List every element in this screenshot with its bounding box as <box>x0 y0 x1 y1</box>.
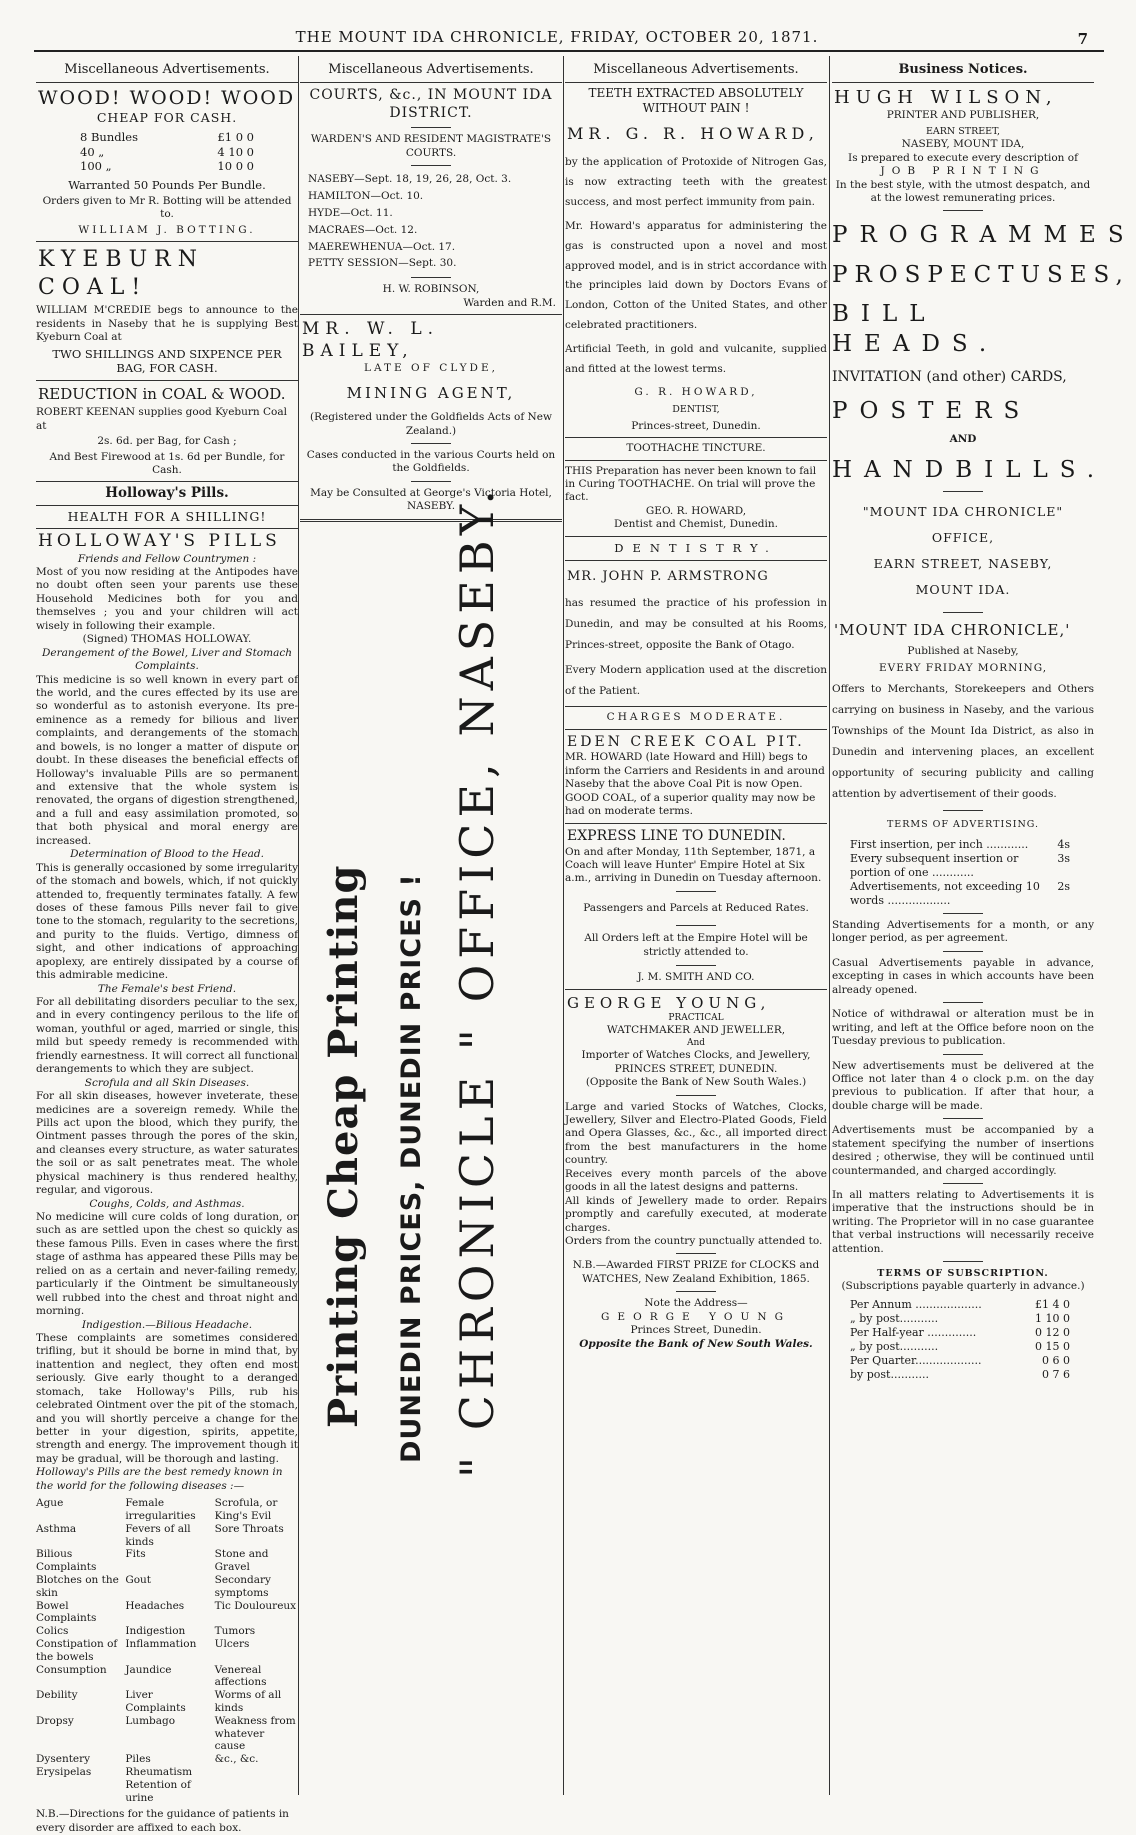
rate-row <box>832 1312 1094 1326</box>
office-line: OFFICE, <box>931 530 995 546</box>
divider <box>676 891 716 892</box>
divider <box>676 1095 716 1096</box>
holloway-section-body: No medicine will cure colds of long duration, or such as are settled upon the chest so quickly as these famous Pills. Even in cases where the first stage of asthma has appeared these Pills may be relied on as a certain and never-failing remedy, particularly if the Ointment be simultaneously well rubbed into the chest and throat night and morning. <box>36 1211 298 1318</box>
terms-paragraph: Advertisements must be accompanied by a statement specifying the number of insertions desired ; otherwise, they will be continued until countermanded, and charged accordingly. <box>832 1124 1094 1177</box>
divider <box>411 443 451 444</box>
young-title: GEORGE YOUNG, <box>567 993 771 1012</box>
office-line: EARN STREET, NASEBY, <box>873 556 1053 572</box>
column-heading: Miscellaneous Advertisements. <box>565 60 827 83</box>
bailey-registration: (Registered under the Goldfields Acts of New Zealand.) <box>310 411 552 437</box>
terms-paragraph: Casual Advertisements payable in advance, excepting in cases in which accounts have been already opened. <box>832 956 1094 996</box>
disease-item: Dropsy <box>36 1714 74 1727</box>
holloway-section-title: Indigestion.—Bilious Headache. <box>81 1318 253 1331</box>
wood-note: Orders given to Mr R. Botting will be attended to. <box>42 194 292 221</box>
disease-list <box>36 1497 298 1804</box>
disease-item: Debility <box>36 1689 78 1702</box>
young-body: All kinds of Jewellery made to order. Repairs promptly and carefully executed, at moderate charges. <box>565 1194 827 1234</box>
rate-label: Per Quarter................... <box>850 1354 982 1368</box>
disease-item: Blotches on the skin <box>36 1573 119 1599</box>
masthead-title: THE MOUNT IDA CHRONICLE, FRIDAY, OCTOBER 20, 1871. <box>295 28 819 46</box>
price-row <box>36 145 298 160</box>
divider <box>411 127 451 128</box>
court-date: NASEBY—Sept. 18, 19, 26, 28, Oct. 3. <box>308 173 512 186</box>
bailey-body: Cases conducted in the various Courts held on the Goldfields. <box>306 448 556 475</box>
divider <box>943 1183 983 1184</box>
service-invitation-cards: INVITATION (and other) CARDS, <box>832 369 1067 386</box>
disease-item <box>215 1766 298 1779</box>
holloway-section-title: Holloway's Pills are the best remedy known in the world for the following diseases :— <box>36 1466 283 1492</box>
wilson-body: In the best style, with the utmost despatch, and at the lowest remunerating prices. <box>835 178 1091 204</box>
holloway-section-body: For all skin diseases, however inveterate, these medicines are a sovereign remedy. While the Pills act upon the blood, which they purify, the Ointment passes through the pores of the skin, and cleanses every structure, as water saturates the soil or as salt penetrates meat. The whole physical machinery is thus rendered healthy, regular, and vigorous. <box>36 1090 298 1197</box>
express-body: All Orders left at the Empire Hotel will be strictly attended to. <box>584 932 808 958</box>
top-rule <box>34 50 1104 52</box>
column-divider <box>563 56 564 1795</box>
disease-item: Lumbago <box>125 1714 176 1727</box>
banner-line: " CHRONICLE " OFFICE, NASEBY. <box>450 483 504 1478</box>
column-3 <box>565 60 827 1795</box>
disease-item: Ague <box>36 1497 64 1510</box>
holloway-signature: (Signed) THOMAS HOLLOWAY. <box>82 633 252 646</box>
subscription-heading: TERMS OF SUBSCRIPTION. <box>877 1268 1049 1280</box>
dentistry-body: has resumed the practice of his profession in Dunedin, and may be consulted at his Rooms, Princes-street, opposite the Bank of Otago. <box>565 597 827 652</box>
divider <box>943 951 983 952</box>
disease-item: Constipation of the bowels <box>36 1637 118 1663</box>
disease-item: Ulcers <box>214 1637 250 1650</box>
disease-item: Erysipelas <box>36 1765 92 1778</box>
disease-item <box>215 1779 298 1805</box>
divider <box>676 925 716 926</box>
dentistry-heading: DENTISTRY. <box>614 540 778 555</box>
holloway-section-body: This medicine is so well known in every part of the world, and the cures effected by its use are so wonderful as to astonish everyone. Its pre-eminence as a remedy for bilious and liver complaints, and derangements of the stomach and bowels, is no longer a matter of dispute or doubt. In these diseases the beneficial effects of Holloway's invaluable Pills are so permanent and extensive that the whole system is renovated, the organs of digestion strengthened, and a full and easy assimilation promoted, so that both physical and moral energy are increased. <box>36 673 298 847</box>
holloway-section-title: Coughs, Colds, and Asthmas. <box>89 1197 245 1210</box>
wood-price-list <box>36 130 298 174</box>
price-amount: £1 0 0 <box>217 129 254 144</box>
courts-signature-role: Warden and R.M. <box>463 296 556 309</box>
service-prospectuses: PROSPECTUSES, <box>832 261 1130 288</box>
young-signature: GEORGE YOUNG <box>601 1310 791 1323</box>
divider <box>565 706 827 707</box>
divider <box>300 314 562 315</box>
holloway-section-body: Most of you now residing at the Antipodes have no doubt often seen your parents use these Household Medicines both for you and themselves ; you and your children will act wisely in following their example. <box>36 566 298 632</box>
service-bill-heads: BILL HEADS. <box>832 301 999 357</box>
reduction-ad-body: ROBERT KEENAN supplies good Kyeburn Coal at <box>36 406 287 432</box>
column-heading: Miscellaneous Advertisements. <box>300 60 562 83</box>
disease-item: Sore Throats <box>214 1522 284 1535</box>
divider <box>943 612 983 613</box>
divider <box>565 437 827 438</box>
rate-label: by post........... <box>850 1368 929 1382</box>
dentistry-body: Every Modern application used at the discretion of the Patient. <box>565 664 827 698</box>
holloway-section-title: Derangement of the Bowel, Liver and Stomach Complaints. <box>42 646 292 673</box>
holloway-heading: Holloway's Pills. <box>36 481 298 506</box>
chronicle-line: EVERY FRIDAY MORNING, <box>878 662 1048 675</box>
courts-signature: H. W. ROBINSON, <box>382 283 480 296</box>
wilson-job: JOB PRINTING <box>880 165 1046 178</box>
holloway-section-body: For all debilitating disorders peculiar to the sex, and in every contingency perilous to the life of woman, youthful or aged, married or single, this mild but speedy remedy is recommended with friendly earnestness. It will correct all functional derangements to which they are subject. <box>36 996 298 1076</box>
price-row <box>36 159 298 174</box>
column-heading: Miscellaneous Advertisements. <box>36 60 298 83</box>
disease-item: Female irregularities <box>125 1497 196 1522</box>
bailey-title: MR. W. L. BAILEY, <box>302 318 440 361</box>
charges-moderate: CHARGES MODERATE. <box>606 711 786 724</box>
young-kicker: PRACTICAL <box>668 1012 724 1023</box>
reduction-ad-price: 2s. 6d. per Bag, for Cash ; <box>97 435 237 448</box>
divider <box>36 380 298 381</box>
rate-label: „ by post........... <box>850 1311 939 1325</box>
disease-item: Worms of all kinds <box>214 1689 282 1714</box>
service-handbills: HANDBILLS. <box>832 456 1107 483</box>
column-divider <box>829 56 830 1795</box>
divider <box>676 1253 716 1254</box>
subscription-sub: (Subscriptions payable quarterly in advance.) <box>841 1280 1085 1293</box>
young-body: Orders from the country punctually attended to. <box>565 1234 823 1247</box>
toothache-role: Dentist and Chemist, Dunedin. <box>614 518 778 531</box>
divider <box>565 460 827 461</box>
teeth-body: Artificial Teeth, in gold and vulcanite, supplied and fitted at the lowest terms. <box>565 343 827 376</box>
express-body: On and after Monday, 11th September, 1871, a Coach will leave Hunter' Empire Hotel at Six a.m., arriving in Dunedin on Tuesday afternoon. <box>565 845 822 885</box>
court-date: MACRAES—Oct. 12. <box>308 223 418 236</box>
toothache-signature: GEO. R. HOWARD, <box>645 504 747 517</box>
disease-item: Secondary symptoms <box>214 1573 271 1599</box>
reduction-ad-price: And Best Firewood at 1s. 6d per Bundle, for Cash. <box>49 450 285 477</box>
howard-address: Princes-street, Dunedin. <box>631 419 761 432</box>
eden-title: EDEN CREEK COAL PIT. <box>567 733 805 750</box>
disease-item: Weakness from whatever cause <box>214 1714 296 1753</box>
wood-signature: WILLIAM J. BOTTING. <box>78 223 256 236</box>
divider <box>943 1054 983 1055</box>
courts-list <box>300 171 562 272</box>
divider <box>676 1291 716 1292</box>
reduction-ad-title: REDUCTION in COAL & WOOD. <box>38 385 286 404</box>
wilson-town: NASEBY, MOUNT IDA, <box>901 138 1025 151</box>
rate-label: Advertisements, not exceeding 10 words .................. <box>850 879 1040 907</box>
price-qty: 40 „ <box>80 144 105 159</box>
court-date: PETTY SESSION—Sept. 30. <box>308 257 457 270</box>
disease-item: Indigestion <box>125 1625 186 1638</box>
disease-item: Liver Complaints <box>125 1689 186 1714</box>
divider <box>943 1118 983 1119</box>
banner-line: DUNEDIN PRICES, DUNEDIN PRICES ! <box>396 873 427 1463</box>
express-title: EXPRESS LINE TO DUNEDIN. <box>567 827 786 844</box>
young-award: N.B.—Awarded FIRST PRIZE for CLOCKS and WATCHES, New Zealand Exhibition, 1865. <box>572 1259 820 1285</box>
divider <box>411 277 451 278</box>
terms-rates <box>832 838 1094 908</box>
column-heading: Business Notices. <box>832 60 1094 83</box>
express-body: Passengers and Parcels at Reduced Rates. <box>583 901 809 914</box>
holloway-title: HOLLOWAY'S PILLS <box>38 530 281 551</box>
divider <box>943 1261 983 1262</box>
divider <box>676 965 716 966</box>
express-signature: J. M. SMITH AND CO. <box>637 971 755 984</box>
price-amount: 10 0 0 <box>217 159 254 174</box>
divider <box>943 913 983 914</box>
divider <box>943 210 983 211</box>
holloway-section-body: These complaints are sometimes considered trifling, but it should be borne in mind that, by inattention and neglect, they often end most seriously. Give early thought to a deranged stomach, take Holloway's Pills, rub his celebrated Ointment over the pit of the stomach, and you will shortly perceive a change for the better in your digestion, spirits, appetite, strength and energy. The improvement though it may be gradual, will be thorough and lasting. <box>36 1331 298 1465</box>
wood-ad-subtitle: CHEAP FOR CASH. <box>96 109 238 125</box>
holloway-section-body: This is generally occasioned by some irregularity of the stomach and bowels, which, if not quickly attended to, frequently terminates fatally. A few doses of these famous Pills never fail to give tone to the stomach, regularity to the secretions, and purity to the fluids. Vertigo, dimness of sight, and other indications of approaching apoplexy, are entirely dissipated by a course of this admirable medicine. <box>36 861 299 982</box>
disease-item: Stone and Gravel <box>214 1548 269 1574</box>
disease-item: Fevers of all kinds <box>125 1522 191 1548</box>
young-body: Receives every month parcels of the above goods in all the latest designs and patterns. <box>565 1167 827 1194</box>
disease-item: Dysentery <box>36 1753 91 1766</box>
disease-item: Tumors <box>214 1625 256 1638</box>
holloway-section-title: The Female's best Friend. <box>97 982 237 995</box>
rate-amount: £1 4 0 <box>1035 1297 1070 1311</box>
divider <box>565 989 827 990</box>
bailey-role: MINING AGENT, <box>346 383 516 402</box>
column-divider <box>298 56 299 1795</box>
holloway-section-title: Friends and Fellow Countrymen : <box>77 552 257 565</box>
divider <box>411 165 451 166</box>
teeth-title: TEETH EXTRACTED ABSOLUTELY WITHOUT PAIN ! <box>588 85 804 115</box>
disease-item: Retention of urine <box>125 1778 191 1804</box>
disease-item: Scrofula, or King's Evil <box>214 1497 278 1522</box>
disease-item <box>36 1779 119 1805</box>
banner-line: Printing Cheap Printing <box>320 864 367 1428</box>
disease-item: Headaches <box>125 1599 185 1612</box>
price-qty: 100 „ <box>80 159 112 174</box>
disease-item: Tic Douloureux <box>214 1599 297 1612</box>
young-address: PRINCES STREET, DUNEDIN. <box>614 1062 778 1075</box>
rate-row <box>832 1340 1094 1354</box>
disease-item: Fits <box>125 1548 146 1561</box>
rate-amount: 0 6 0 <box>1042 1354 1070 1368</box>
howard-role: DENTIST, <box>672 403 720 415</box>
disease-item: Inflammation <box>125 1637 197 1650</box>
divider <box>300 519 562 522</box>
courts-title: COURTS, &c., IN MOUNT IDA DISTRICT. <box>309 86 553 121</box>
coal-ad-body: WILLIAM M'CREDIE begs to announce to the residents in Naseby that he is supplying Best Kyeburn Coal at <box>36 304 298 344</box>
rate-row <box>832 1368 1094 1382</box>
holloway-section-title: Determination of Blood to the Head. <box>70 848 264 861</box>
howard-name: MR. G. R. HOWARD, <box>567 124 819 144</box>
coal-ad-title: KYEBURN COAL! <box>38 247 204 301</box>
column-2 <box>300 60 562 1795</box>
young-role: WATCHMAKER AND JEWELLER, <box>606 1024 786 1037</box>
divider <box>943 491 983 492</box>
column-4 <box>832 60 1136 1795</box>
rate-label: First insertion, per inch ............ <box>850 837 1029 851</box>
bailey-subtitle: LATE OF CLYDE, <box>364 362 498 375</box>
rate-row <box>832 1326 1094 1340</box>
wilson-title: HUGH WILSON, <box>834 86 1058 108</box>
terms-paragraph: In all matters relating to Advertisements it is imperative that the instructions should be in writing. The Proprietor will in no case guarantee that verbal instructions will necessarily receive attention. <box>832 1189 1094 1255</box>
disease-item: Rheumatism <box>125 1765 193 1778</box>
disease-item: Venereal affections <box>214 1663 267 1689</box>
rate-amount: 1 10 0 <box>1035 1311 1070 1325</box>
young-opposite: (Opposite the Bank of New South Wales.) <box>585 1076 807 1089</box>
divider <box>565 536 827 537</box>
rate-row <box>832 880 1094 908</box>
service-programmes: PROGRAMMES <box>832 222 1136 249</box>
price-row <box>36 130 298 145</box>
coal-ad-price: TWO SHILLINGS AND SIXPENCE PER BAG, FOR CASH. <box>52 346 282 376</box>
teeth-body: Mr. Howard's apparatus for administering the gas is constructed upon a novel and most approved model, and is in strict accordance with the principles laid down by Doctors Evans of London, Cotton of the United States, and other celebrated practitioners. <box>565 219 827 332</box>
rate-amount: 0 15 0 <box>1035 1340 1070 1354</box>
divider <box>565 729 827 730</box>
howard-signature: G. R. HOWARD, <box>634 386 758 399</box>
disease-item: Jaundice <box>125 1663 172 1676</box>
young-note: Note the Address— <box>644 1297 748 1310</box>
rate-amount: 4s <box>1057 837 1070 851</box>
wilson-street: EARN STREET, <box>925 126 1001 138</box>
wilson-body: Is prepared to execute every description of <box>848 151 1078 164</box>
price-amount: 4 10 0 <box>217 144 254 159</box>
wilson-role: PRINTER AND PUBLISHER, <box>886 108 1040 121</box>
rate-row <box>832 1298 1094 1312</box>
chronicle-body: Offers to Merchants, Storekeepers and Others carrying on business in Naseby, and the various Townships of the Mount Ida District, as also in Dunedin and intervening places, an excellent opportunity of securing publicity and calling attention by advertisement of their goods. <box>832 683 1094 801</box>
toothache-body: THIS Preparation has never been known to fail in Curing TOOTHACHE. On trial will prove the fact. <box>565 464 817 504</box>
service-posters: POSTERS <box>832 398 1032 425</box>
disease-item: &c., &c. <box>214 1753 259 1766</box>
terms-paragraph: New advertisements must be delivered at the Office not later than 4 o clock p.m. on the day previous to publication. If after that hour, a double charge will be made. <box>832 1059 1094 1112</box>
rate-row <box>832 852 1094 880</box>
young-street: Princes Street, Dunedin. <box>630 1324 762 1337</box>
toothache-heading: TOOTHACHE TINCTURE. <box>626 442 766 455</box>
bailey-body: May be Consulted at George's Victoria Hotel, NASEBY. <box>310 486 552 513</box>
disease-item: Bowel Complaints <box>36 1599 97 1625</box>
eden-body: GOOD COAL, of a superior quality may now be had on moderate terms. <box>565 791 816 818</box>
rate-label: „ by post........... <box>850 1340 939 1354</box>
service-and: AND <box>949 432 977 445</box>
disease-item: Consumption <box>36 1663 107 1676</box>
column-1 <box>36 60 299 1834</box>
holloway-footer: N.B.—Directions for the guidance of patients in every disorder are affixed to each box. <box>36 1808 289 1834</box>
wood-ad-title: WOOD! WOOD! WOOD <box>38 86 296 109</box>
chronicle-line: Published at Naseby, <box>907 644 1019 657</box>
rate-amount: 0 12 0 <box>1035 1325 1070 1339</box>
terms-paragraph: Standing Advertisements for a month, or any longer period, as per agreement. <box>832 919 1094 945</box>
page-number: 7 <box>1077 30 1088 48</box>
disease-item: Asthma <box>36 1522 77 1535</box>
young-importer: Importer of Watches Clocks, and Jewellery, <box>581 1049 811 1062</box>
disease-item: Bilious Complaints <box>36 1548 97 1574</box>
court-date: HAMILTON—Oct. 10. <box>308 190 424 203</box>
divider <box>943 1002 983 1003</box>
eden-body: MR. HOWARD (late Howard and Hill) begs to inform the Carriers and Residents in and around Naseby that the above Coal Pit is now Open. <box>565 751 825 791</box>
office-line: MOUNT IDA. <box>915 582 1011 598</box>
rate-row <box>832 1354 1094 1368</box>
wood-note: Warranted 50 Pounds Per Bundle. <box>68 178 266 193</box>
divider <box>943 810 983 811</box>
rate-amount: 3s <box>1057 851 1070 865</box>
teeth-body: by the application of Protoxide of Nitrogen Gas, is now extracting teeth with the greatest success, and most perfect immunity from pain. <box>565 155 827 208</box>
courts-subtitle: WARDEN'S AND RESIDENT MAGISTRATE'S COURTS. <box>310 133 552 159</box>
holloway-section-title: Scrofula and all Skin Diseases. <box>84 1076 250 1089</box>
disease-item: Piles <box>125 1753 151 1766</box>
terms-paragraph: Notice of withdrawal or alteration must be in writing, and left at the Office before noon on the Tuesday previous to publication. <box>832 1008 1094 1048</box>
young-body: Large and varied Stocks of Watches, Clocks, Jewellery, Silver and Electro-Plated Goods, Field and Opera Glasses, &c., &c., all imported direct from the best manufacturers in the home country. <box>565 1100 827 1167</box>
armstrong-name: MR. JOHN P. ARMSTRONG <box>567 568 769 584</box>
terms-heading: TERMS OF ADVERTISING. <box>886 819 1040 831</box>
disease-item: Colics <box>36 1625 69 1638</box>
young-opposite: Opposite the Bank of New South Wales. <box>579 1337 813 1350</box>
divider <box>36 241 298 242</box>
chronicle-title: 'MOUNT IDA CHRONICLE,' <box>834 621 1071 640</box>
divider <box>565 560 827 561</box>
subscription-rates <box>832 1298 1094 1382</box>
court-date: HYDE—Oct. 11. <box>308 206 393 219</box>
rate-amount: 0 7 6 <box>1042 1368 1070 1382</box>
rate-label: Per Half-year .............. <box>850 1325 977 1339</box>
young-and: And <box>686 1037 706 1048</box>
rate-label: Every subsequent insertion or portion of one ............ <box>850 851 1019 879</box>
office-line: "MOUNT IDA CHRONICLE" <box>862 504 1064 520</box>
rate-row <box>832 838 1094 852</box>
disease-item: Gout <box>125 1573 152 1586</box>
rate-amount: 2s <box>1057 879 1070 893</box>
divider <box>411 481 451 482</box>
price-qty: 8 Bundles <box>80 129 138 144</box>
rate-label: Per Annum ................... <box>850 1297 982 1311</box>
court-date: MAEREWHENUA—Oct. 17. <box>308 240 456 253</box>
divider <box>565 823 827 824</box>
holloway-subheading: HEALTH FOR A SHILLING! <box>36 509 298 529</box>
